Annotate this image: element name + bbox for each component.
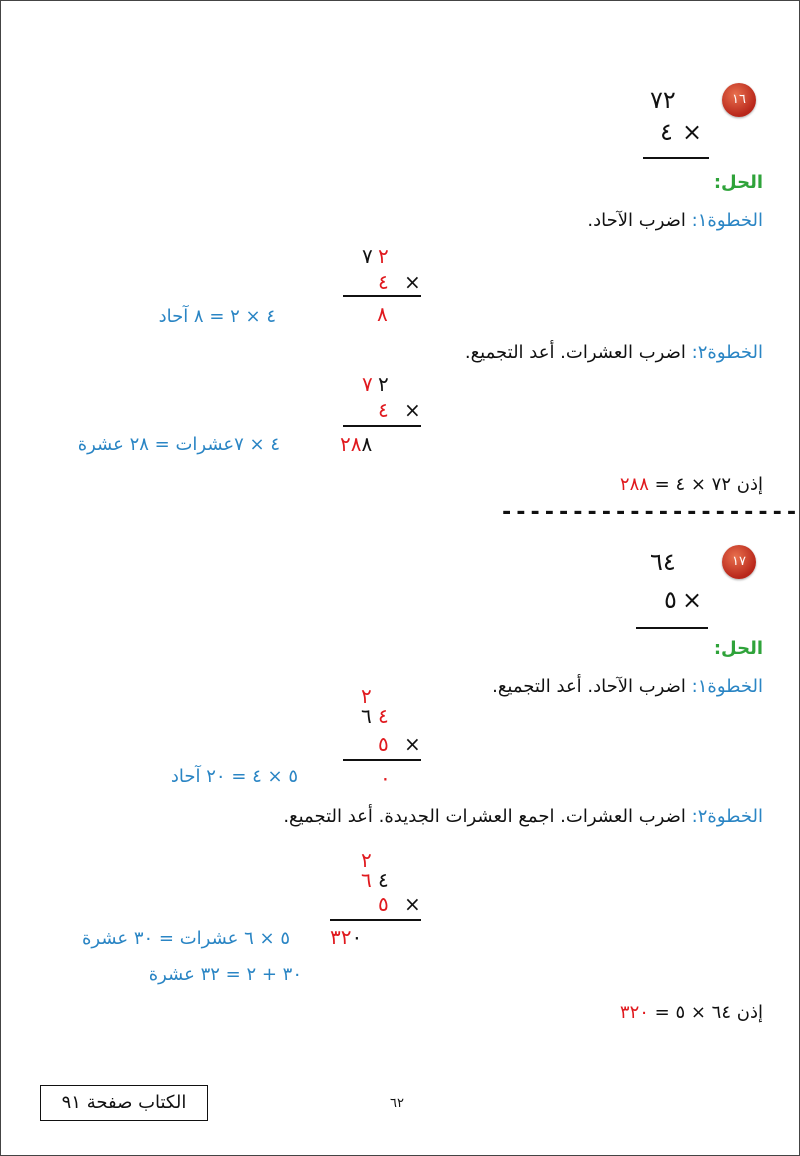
- step2-note: ٤ × ٧عشرات = ٢٨ عشرة: [77, 434, 280, 455]
- times-sign: ×: [404, 892, 421, 916]
- step1-note: ٤ × ٢ = ٨ آحاد: [158, 306, 276, 327]
- result-line: [343, 295, 421, 297]
- step1-heading: [587, 210, 763, 231]
- step2-multiplier: ٤: [378, 398, 389, 422]
- step1-heading: [492, 676, 763, 697]
- step2-note-2: ٣٠ + ٢ = ٣٢ عشرة: [148, 964, 302, 985]
- conclusion-answer: ٢٨٨: [619, 474, 649, 495]
- result-line: [643, 157, 709, 159]
- conclusion-expression: ٦٤ × ٥ =: [654, 1002, 732, 1023]
- step2-label: الخطوة٢:: [691, 806, 763, 827]
- step1-label: الخطوة١:: [691, 676, 763, 697]
- conclusion-prefix: إذن: [736, 1002, 763, 1023]
- step2-result-tens: ٢٨: [340, 432, 362, 456]
- step2-result: [340, 432, 372, 456]
- solution-label: الحل:: [713, 172, 763, 193]
- step2-top-tens: ٧: [362, 372, 373, 396]
- step2-carry: ٢: [361, 848, 372, 872]
- book-reference: الكتاب صفحة ٩١: [40, 1085, 208, 1121]
- step1-top-ones: ٤: [378, 704, 389, 728]
- step2-top-ones: ٢: [378, 372, 389, 396]
- step1-result: ٨: [377, 302, 388, 326]
- times-sign: ×: [404, 732, 421, 756]
- problem-number-badge: ١٦: [722, 83, 756, 117]
- step2-multiplier: ٥: [378, 892, 389, 916]
- solution-label: الحل:: [713, 638, 763, 659]
- conclusion-prefix: إذن: [736, 474, 763, 495]
- step1-multiplier: ٥: [378, 732, 389, 756]
- problem-number-badge: ١٧: [722, 545, 756, 579]
- times-sign: ×: [404, 270, 421, 294]
- step2-result-tens: ٣٢: [330, 925, 352, 949]
- step2-top-tens: ٦: [361, 868, 372, 892]
- step2-result: [330, 925, 362, 949]
- result-line: [636, 627, 708, 629]
- step2-text: اضرب العشرات. اجمع العشرات الجديدة. أعد التجميع.: [283, 806, 686, 827]
- problem-multiplier: ٥: [664, 586, 677, 614]
- step1-note: ٥ × ٤ = ٢٠ آحاد: [170, 766, 298, 787]
- section-divider: ---------------------: [500, 500, 800, 525]
- conclusion: [620, 474, 763, 495]
- step1-text: اضرب الآحاد.: [587, 210, 686, 231]
- step2-heading: [465, 342, 763, 363]
- step2-heading: [283, 806, 763, 827]
- step1-result: ٠: [380, 766, 391, 790]
- problem-multiplier: ٤: [660, 118, 673, 146]
- step2-label: الخطوة٢:: [691, 342, 763, 363]
- step2-result-ones: ٨: [361, 432, 373, 456]
- problem-top-number: ٧٢: [650, 86, 676, 114]
- result-line: [330, 919, 421, 921]
- step2-text: اضرب العشرات. أعد التجميع.: [464, 342, 686, 363]
- step2-note-1: ٥ × ٦ عشرات = ٣٠ عشرة: [81, 928, 290, 949]
- step1-multiplier: ٤: [378, 270, 389, 294]
- conclusion: [620, 1002, 763, 1023]
- step1-top-ones: ٢: [378, 244, 389, 268]
- page-number: ٦٢: [390, 1096, 404, 1111]
- times-sign: ×: [404, 398, 421, 422]
- times-sign: ×: [682, 118, 703, 146]
- step1-label: الخطوة١:: [691, 210, 763, 231]
- step1-top-tens: ٧: [362, 244, 373, 268]
- result-line: [343, 759, 421, 761]
- step1-text: اضرب الآحاد. أعد التجميع.: [492, 676, 686, 697]
- step1-carry: ٢: [361, 684, 372, 708]
- step2-top-ones: ٤: [378, 868, 389, 892]
- result-line: [343, 425, 421, 427]
- step1-top-tens: ٦: [361, 704, 372, 728]
- times-sign: ×: [682, 586, 703, 614]
- step2-result-ones: ٠: [351, 925, 363, 949]
- conclusion-expression: ٧٢ × ٤ =: [654, 474, 732, 495]
- problem-top-number: ٦٤: [650, 548, 676, 576]
- conclusion-answer: ٣٢٠: [619, 1002, 649, 1023]
